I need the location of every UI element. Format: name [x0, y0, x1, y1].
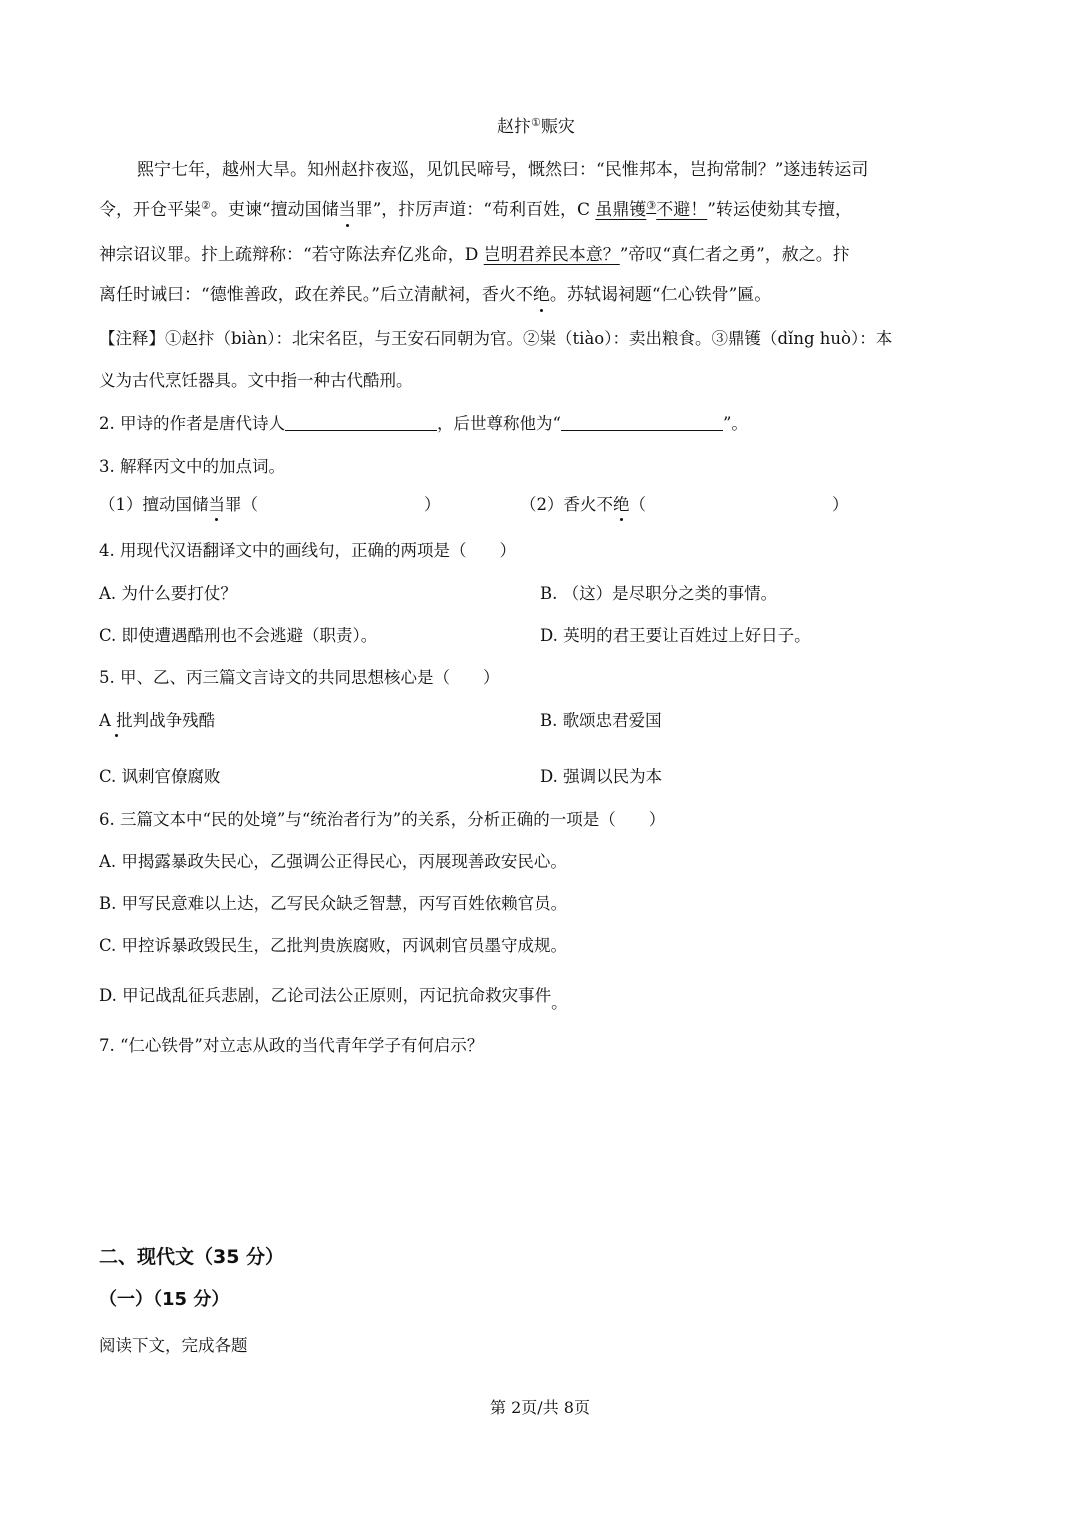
question-7: 7. “仁心铁骨”对立志从政的当代青年学子有何启示？	[99, 1036, 484, 1055]
subsection-heading: （一）（15 分）	[99, 1289, 230, 1310]
question-3: 3. 解释丙文中的加点词。	[99, 457, 285, 476]
question-3-item-2: （2）香火不绝（	[520, 495, 646, 514]
passage-title: 赵抃①赈灾	[497, 116, 575, 137]
page-number: 第 2页/共 8页	[490, 1398, 590, 1417]
question-4-option-b[interactable]: B. （这）是尽职分之类的事情。	[540, 584, 778, 603]
passage-line-1: 熙宁七年，越州大旱。知州赵抃夜巡，见饥民啼号，慨然曰：“民惟邦本，岂拘常制？”遂违转运司	[137, 160, 869, 180]
question-4-option-c[interactable]: C. 即使遭遇酷刑也不会逃避（职责）。	[99, 626, 378, 645]
underlined-sentence-c: 虽鼎镬	[595, 200, 647, 220]
emphasis-dot-char: 绝	[532, 285, 550, 305]
underlined-sentence-d: 岂明君养民本意？	[483, 245, 620, 265]
question-5-option-c[interactable]: C. 讽刺官僚腐败	[99, 767, 221, 786]
passage-line-3: 神宗诏议罪。抃上疏辩称：“若守陈法弃亿兆命，D 岂明君养民本意？”帝叹“真仁者之勇”，赦之。抃	[99, 245, 850, 265]
question-6: 6. 三篇文本中“民的处境”与“统治者行为”的关系，分析正确的一项是（ ）	[99, 810, 666, 829]
reading-instruction: 阅读下文，完成各题	[99, 1336, 248, 1355]
section-heading: 二、现代文（35 分）	[99, 1246, 285, 1268]
question-5: 5. 甲、乙、丙三篇文言诗文的共同思想核心是（ ）	[99, 668, 500, 687]
annotation-line-2: 义为古代烹饪器具。文中指一种古代酷刑。	[99, 371, 413, 390]
question-6-option-b[interactable]: B. 甲写民意难以上达，乙写民众缺乏智慧，丙写百姓依赖官员。	[99, 894, 568, 913]
stray-dot-mark	[115, 734, 118, 737]
question-3-item-1-close: ）	[424, 495, 441, 514]
question-6-option-d[interactable]: D. 甲记战乱征兵悲剧，乙论司法公正原则，丙记抗命救灾事件。	[99, 986, 568, 1012]
question-5-option-b[interactable]: B. 歌颂忠君爱国	[540, 711, 662, 730]
question-6-option-a[interactable]: A. 甲揭露暴政失民心，乙强调公正得民心，丙展现善政安民心。	[99, 852, 567, 871]
emphasis-dot-char: 当	[208, 495, 225, 514]
answer-blank-title[interactable]	[561, 413, 723, 431]
question-3-item-1: （1）擅动国储当罪（	[99, 495, 258, 514]
question-6-option-c[interactable]: C. 甲控诉暴政毁民生，乙批判贵族腐败，丙讽刺官员墨守成规。	[99, 936, 568, 955]
question-2: 2. 甲诗的作者是唐代诗人 ，后世尊称他为“ ”。	[99, 414, 748, 433]
question-4: 4. 用现代汉语翻译文中的画线句，正确的两项是（ ）	[99, 541, 516, 560]
passage-line-4: 离任时诫曰：“德惟善政，政在养民。”后立清献祠，香火不绝。苏轼谒祠题“仁心铁骨”匾。	[99, 285, 772, 305]
emphasis-dot-char: 绝	[613, 495, 630, 514]
question-4-option-d[interactable]: D. 英明的君王要让百姓过上好日子。	[540, 626, 811, 645]
question-5-option-a[interactable]: A 批判战争残酷	[99, 711, 216, 730]
question-5-option-d[interactable]: D. 强调以民为本	[540, 767, 663, 786]
emphasis-dot-char: 当	[338, 200, 356, 220]
answer-blank-poet[interactable]	[285, 413, 437, 431]
annotation-line-1: 【注释】①赵抃（biàn）：北宋名臣，与王安石同朝为官。②粜（tiào）：卖出粮食。③鼎镬（dǐng huò）：本	[99, 329, 893, 348]
question-4-option-a[interactable]: A. 为什么要打仗？	[99, 584, 237, 603]
question-3-item-2-close: ）	[832, 495, 849, 514]
passage-line-2: 令，开仓平粜②。吏谏“擅动国储当罪”，抃厉声道：“苟利百姓，C 虽鼎镬③不避！”转运使劾其专擅，	[99, 199, 852, 220]
